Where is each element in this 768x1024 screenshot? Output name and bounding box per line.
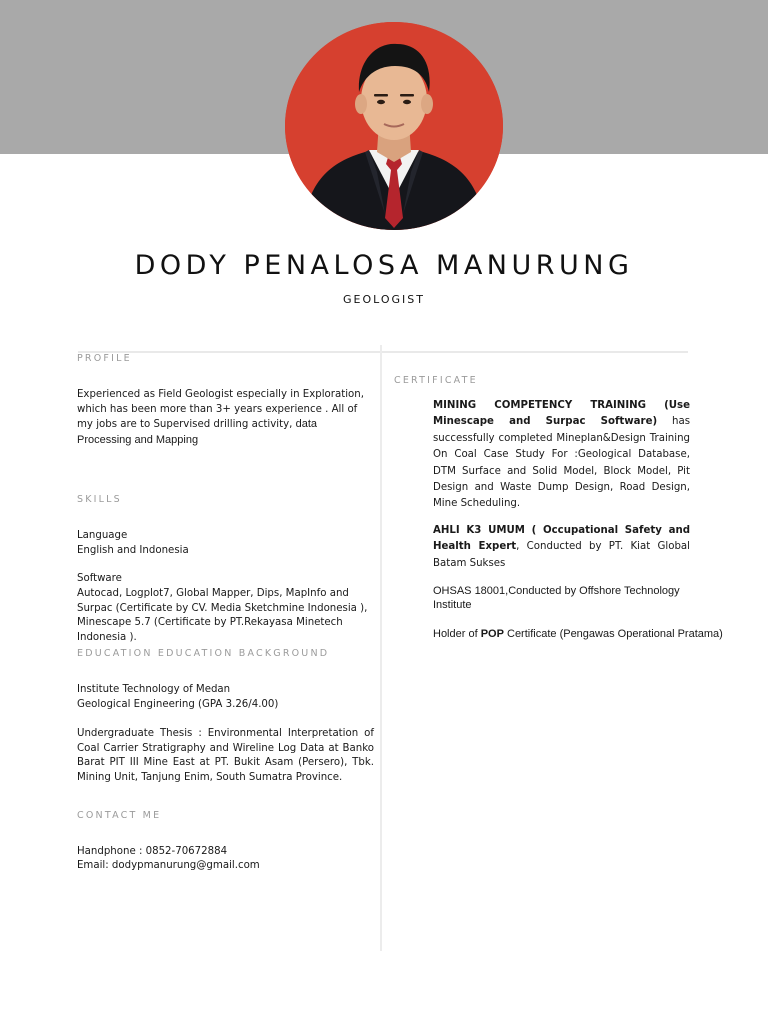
education-major: Geological Engineering (GPA 3.26/4.00) (77, 699, 279, 710)
section-divider (78, 351, 688, 353)
certificate-item-k3-title: AHLI K3 UMUM ( Occupational Safety and Health Expert (433, 525, 690, 553)
certificate-item-k3-desc: , Conducted by PT. Kiat Global Batam Sukses (433, 541, 690, 569)
certificate-item-mining-title: MINING COMPETENCY TRAINING (Use Minescape and Surpac Software) (433, 400, 690, 428)
certificate-item-pop (433, 627, 753, 641)
certificate-item-pop-title: POP (480, 628, 504, 640)
job-title: GEOLOGIST (343, 293, 425, 306)
education-thesis: Undergraduate Thesis : Environmental Interpretation of Coal Carrier Stratigraphy and Wireline Log Data at Banko Barat PIT III Mine East at PT. Bukit Asam (Persero), Tbk. Mining Unit, Tanjung Enim, South Sumatra Province. (77, 728, 374, 783)
certificate-item-ohsas: OHSAS 18001,Conducted by Offshore Technology Institute (433, 585, 680, 611)
profile-heading: PROFILE (77, 353, 132, 364)
contact-email: Email: dodypmanurung@gmail.com (77, 860, 260, 871)
candidate-name: DODY PENALOSA MANURUNG (134, 250, 634, 281)
certificate-item-k3 (433, 523, 690, 572)
profile-text (77, 388, 373, 448)
certificate-item-mining (433, 398, 690, 513)
profile-text-part1: Experienced as Field Geologist especially in Exploration, which has been more than 3+ years experience . All of my jobs are to Supervised drilling activity, (77, 389, 364, 431)
education-institute: Institute Technology of Medan (77, 684, 231, 695)
skills-language-value: English and Indonesia (77, 545, 189, 556)
certificate-item-pop-post: Certificate (Pengawas Operational Pratama) (503, 628, 723, 640)
skills-software-label: Software (77, 573, 122, 584)
certificate-heading: CERTIFICATE (394, 375, 478, 386)
person-portrait-icon (285, 22, 503, 230)
skills-language-label: Language (77, 530, 128, 541)
contact-heading: CONTACT ME (77, 810, 162, 821)
certificate-item-mining-desc: has successfully completed Mineplan&Design Training On Coal Case Study For :Geological Database, DTM Surface and Solid Model, Block Model, Pit Design and Waste Dump Design, Road Design, Mine Scheduling. (433, 416, 690, 510)
skills-heading: SKILLS (77, 494, 122, 505)
certificate-item-pop-pre: Holder of (433, 628, 481, 640)
skills-software-value: Autocad, Logplot7, Global Mapper, Dips, MapInfo and Surpac (Certificate by CV. Media Sketchmine Indonesia ), Minescape 5.7 (Certificate by PT.Rekayasa Minetech Indonesia ). (77, 588, 368, 643)
profile-photo (285, 22, 503, 230)
education-heading: EDUCATION EDUCATION BACKGROUND (77, 648, 330, 659)
profile-text-part2: data Processing and Mapping (77, 418, 318, 446)
column-divider (380, 345, 382, 951)
contact-phone: Handphone : 0852-70672884 (77, 846, 228, 857)
